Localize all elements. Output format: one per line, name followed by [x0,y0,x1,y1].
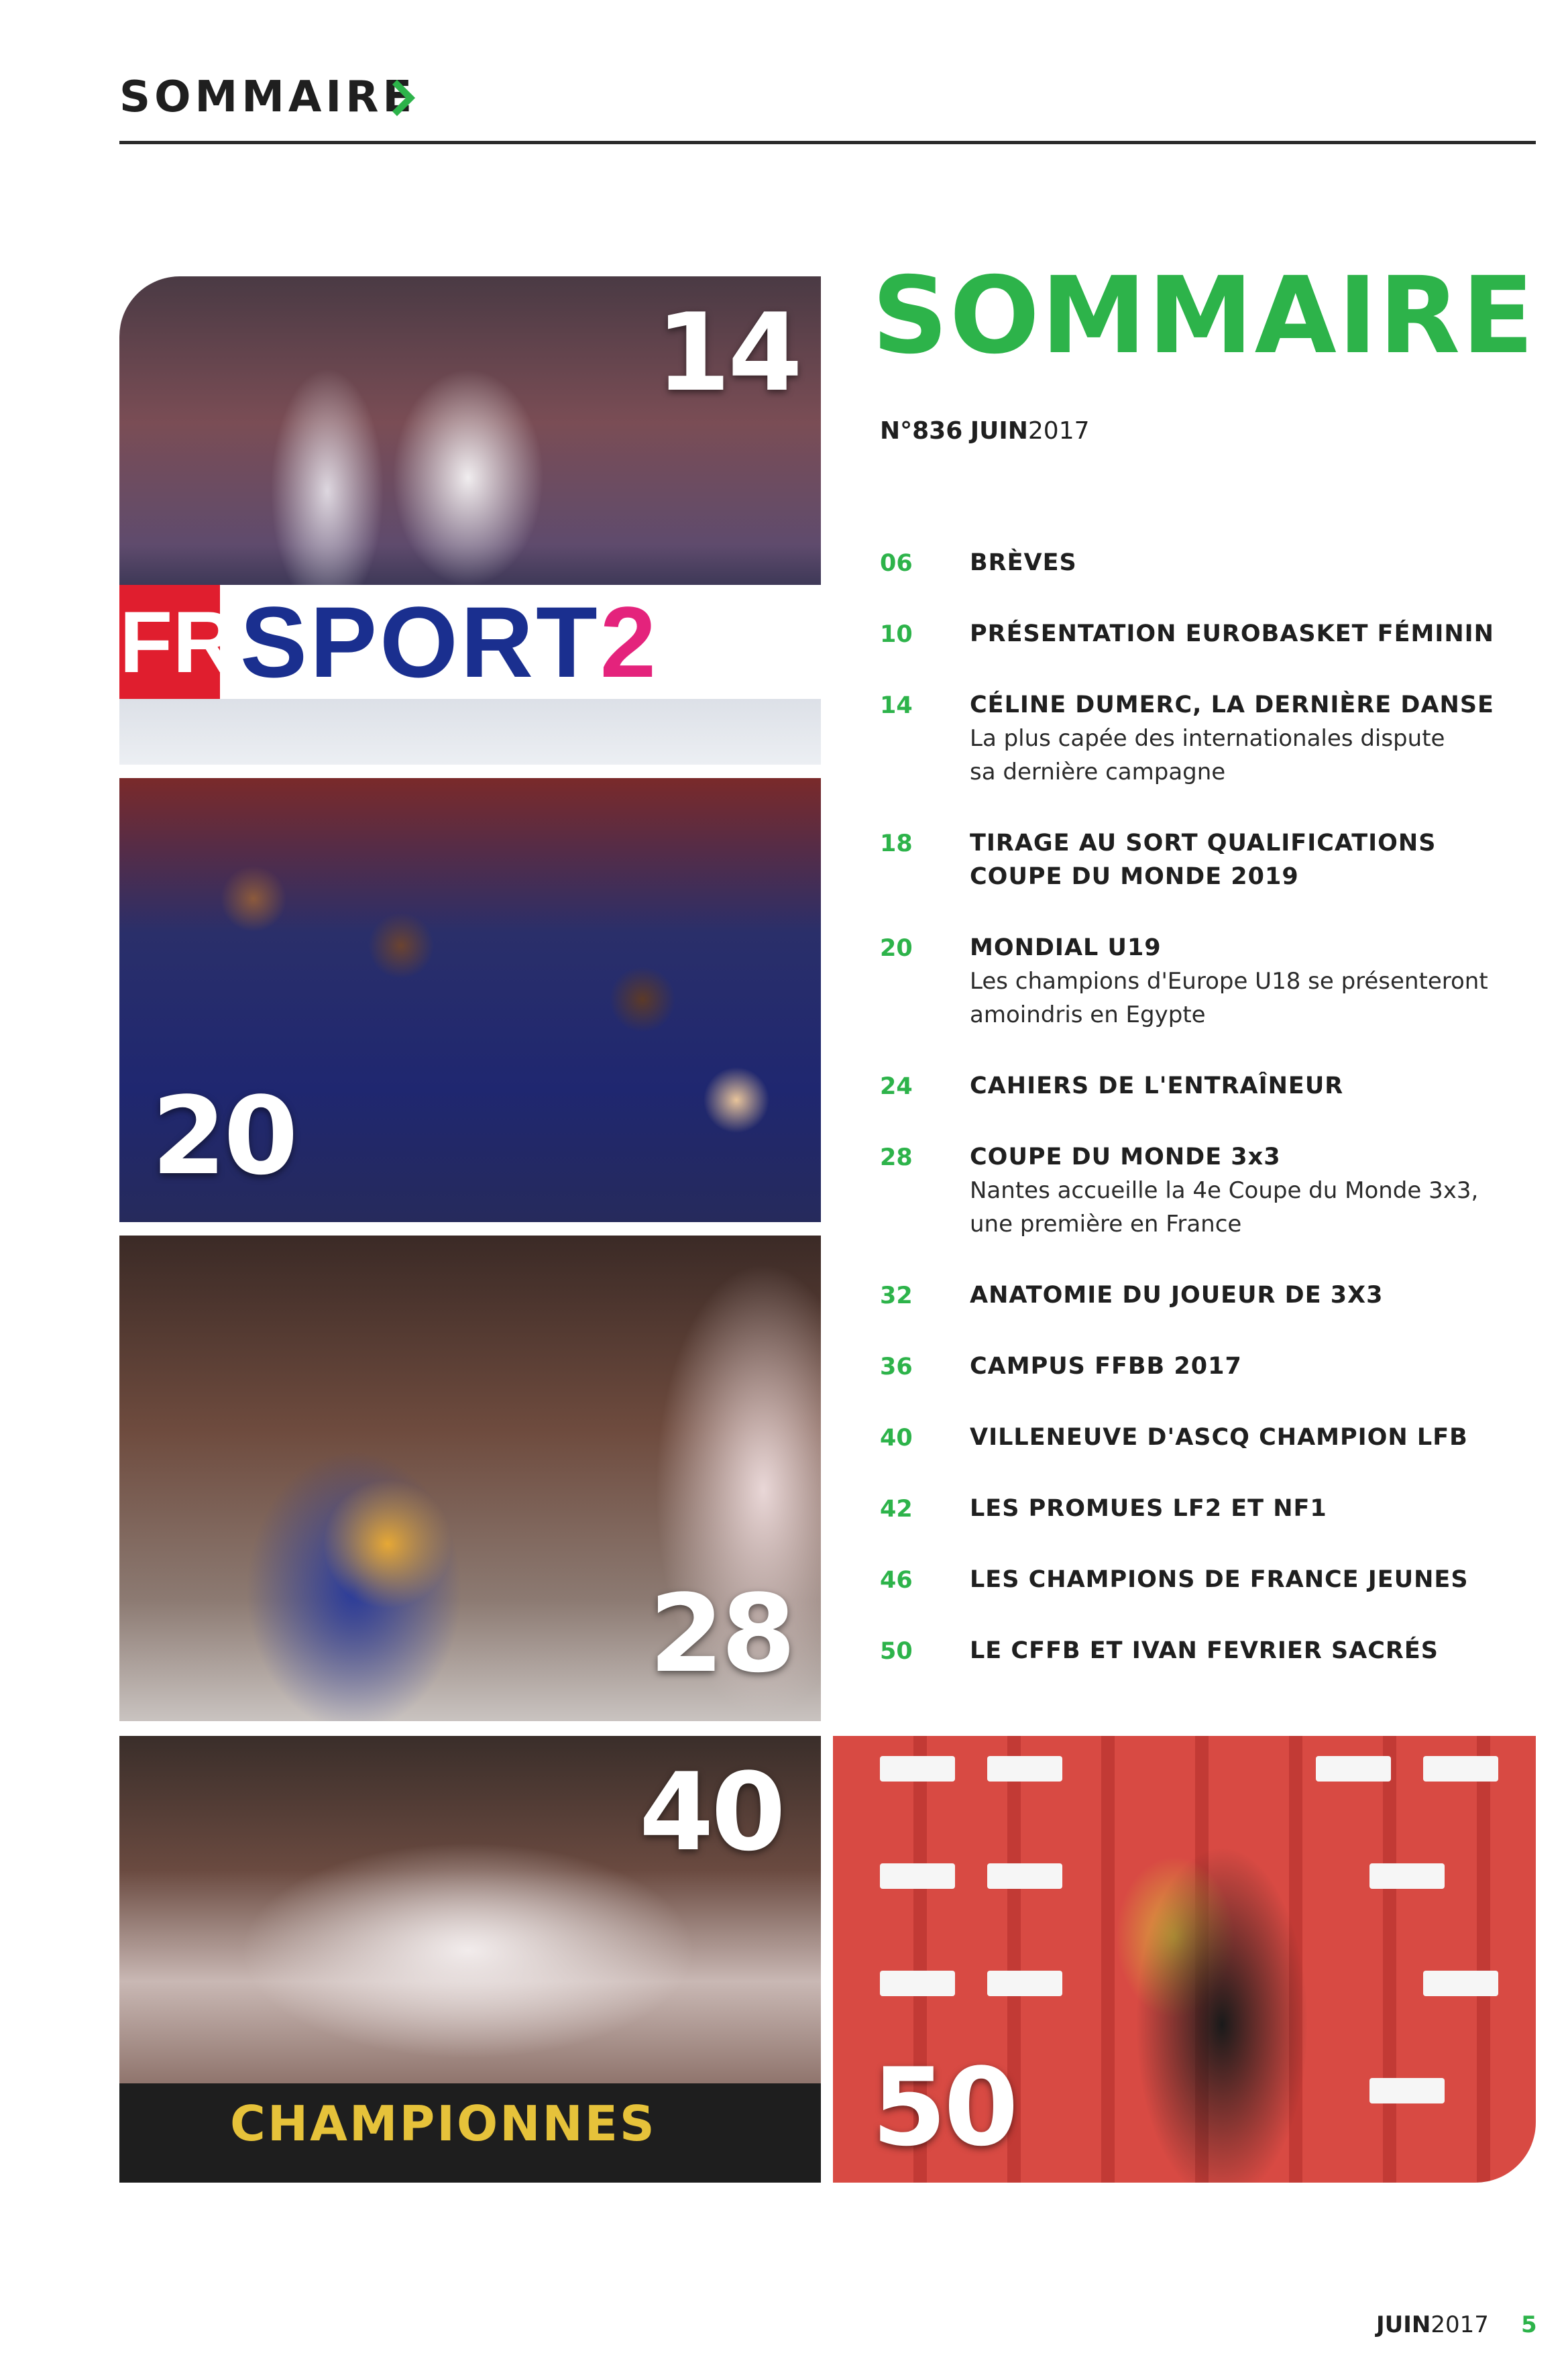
championnes-banner [119,2083,821,2183]
toc-page-number: 28 [880,1144,913,1171]
toc-subtitle: Nantes accueille la 4e Coupe du Monde 3x3, [970,1177,1479,1204]
toc-subtitle: une première en France [970,1211,1242,1238]
photo-page-number: 28 [649,1571,793,1696]
fr-sport-banner [119,585,821,699]
toc-subtitle: sa dernière campagne [970,759,1226,785]
banner-championnes: CHAMPIONNES [230,2095,657,2152]
banner-sport-word: SPORT [240,586,600,698]
toc-title: BRÈVES [970,549,1077,576]
issue-number: N°836 [880,417,963,445]
photo-ivan-fevrier-trophy [833,1736,1536,2183]
banner-sport-two: 2 [600,586,659,698]
photo-celine-dumerc [119,276,821,765]
toc-page-number: 18 [880,830,913,857]
sponsor-tile [880,1971,955,1996]
banner-fr: FR [119,585,220,699]
sponsor-tile [1423,1971,1498,1996]
photo-u19-team [119,778,821,1222]
photo-3x3-player [119,1236,821,1721]
toc-page-number: 20 [880,935,913,962]
toc-subtitle: amoindris en Egypte [970,1001,1206,1028]
sponsor-tile [1423,1756,1498,1782]
toc-subtitle: Les champions d'Europe U18 se présenteront [970,968,1488,995]
toc-title: CAMPUS FFBB 2017 [970,1353,1242,1380]
toc-page-number: 36 [880,1354,913,1380]
banner-sport [240,585,659,699]
toc-title: COUPE DU MONDE 3x3 [970,1144,1281,1170]
issue-year: 2017 [1027,417,1090,445]
toc-title: LE CFFB ET IVAN FEVRIER SACRÉS [970,1637,1439,1664]
photo-page-number: 40 [639,1749,783,1875]
toc-title: MONDIAL U19 [970,934,1162,961]
toc-title: ANATOMIE DU JOUEUR DE 3X3 [970,1282,1384,1309]
photo-page-number: 20 [152,1073,296,1199]
toc-title: CÉLINE DUMERC, LA DERNIÈRE DANSE [970,692,1494,718]
footer-date [1376,2311,1489,2338]
photo-page-number: 14 [656,290,800,415]
toc-page-number: 14 [880,692,913,719]
photo-villeneuve-champions [119,1736,821,2183]
sponsor-tile [987,1971,1062,1996]
toc-title: LES CHAMPIONS DE FRANCE JEUNES [970,1566,1469,1593]
photo-page-number: 50 [872,2044,1016,2170]
toc-page-number: 10 [880,621,913,648]
toc-title: PRÉSENTATION EUROBASKET FÉMININ [970,620,1494,647]
header-divider [119,141,1536,144]
toc-title: TIRAGE AU SORT QUALIFICATIONS [970,830,1437,857]
toc-title: LES PROMUES LF2 ET NF1 [970,1495,1327,1522]
toc-page-number: 32 [880,1282,913,1309]
footer-page-number: 5 [1521,2311,1537,2338]
toc-page-number: 42 [880,1496,913,1523]
toc-page-number: 40 [880,1425,913,1452]
toc-title: VILLENEUVE D'ASCQ CHAMPION LFB [970,1424,1468,1451]
toc-page-number: 06 [880,550,913,577]
issue-line [880,417,1090,445]
toc-title: CAHIERS DE L'ENTRAÎNEUR [970,1073,1344,1099]
footer-year: 2017 [1431,2311,1489,2338]
footer-month: JUIN [1376,2311,1431,2338]
chevron-right-icon [392,79,416,117]
toc-page-number: 50 [880,1638,913,1665]
section-header-title: SOMMAIRE [119,72,416,122]
sponsor-tile [987,1756,1062,1782]
issue-month: JUIN [970,417,1028,445]
toc-page-number: 46 [880,1567,913,1594]
toc-page-number: 24 [880,1073,913,1100]
sponsor-tile [1369,1863,1445,1889]
sponsor-tile [1369,2078,1445,2103]
sponsor-tile [987,1863,1062,1889]
sponsor-tile [880,1756,955,1782]
toc-subtitle: La plus capée des internationales dispute [970,725,1445,752]
page-title: SOMMAIRE [872,254,1536,378]
toc-title-line2: COUPE DU MONDE 2019 [970,863,1299,890]
sponsor-tile [1316,1756,1391,1782]
sponsor-tile [880,1863,955,1889]
